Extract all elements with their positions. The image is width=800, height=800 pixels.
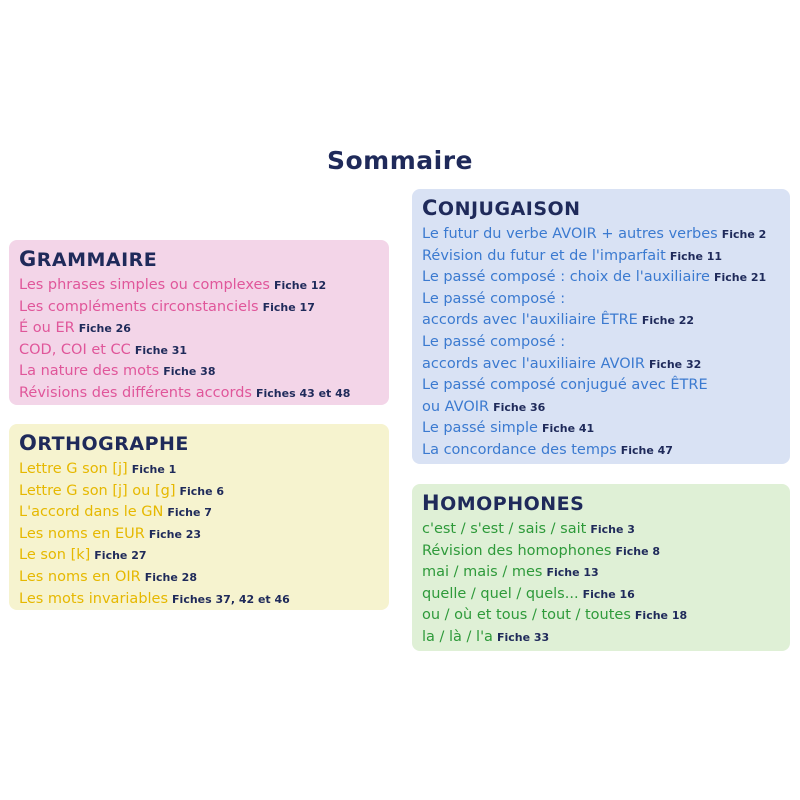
toc-entry [422,224,790,246]
section-heading [422,490,790,517]
entry-title: Lettre G son [j] ou [g] [19,482,176,499]
entry-title: Le futur du verbe AVOIR + autres verbes [422,226,718,242]
section-grammaire [9,240,389,405]
fiche-reference: Fiche 2 [721,228,767,241]
toc-entry [19,567,389,589]
toc-entry [19,383,389,405]
fiche-reference: Fiche 32 [649,357,702,371]
entry-title: Le passé composé : choix de l'auxiliaire [422,269,710,286]
toc-entry [422,519,790,541]
toc-entry [19,275,389,297]
entry-title: COD, COI et CC [19,341,131,358]
toc-entry [19,361,389,383]
toc-entry [422,627,790,649]
entry-title: Le passé composé conjugué avec ÊTRE [422,377,708,394]
section-heading [19,430,389,457]
fiche-reference: Fiche 1 [131,463,177,476]
fiche-reference: Fiches 43 et 48 [255,386,351,400]
fiche-reference: Fiche 47 [620,443,673,457]
page-title: Sommaire [326,146,473,175]
fiche-reference: Fiche 17 [262,300,315,314]
heading-rest: RAMMAIRE [36,249,158,271]
toc-entry [422,267,790,289]
entry-title: Révision du futur et de l'imparfait [422,247,666,264]
fiche-reference: Fiche 28 [144,570,197,584]
fiche-reference: Fiche 27 [94,549,147,563]
toc-entry [19,545,389,567]
toc-entry [422,397,790,419]
entry-title: Révisions des différents accords [19,384,252,401]
entry-title: É ou ER [19,320,75,337]
heading-initial: H [422,491,441,515]
toc-entry [422,605,790,627]
heading-initial: O [19,431,38,455]
entry-title: accords avec l'auxiliaire ÊTRE [422,312,638,329]
heading-rest: RTHOGRAPHE [37,433,189,455]
section-conjugaison [412,189,790,464]
entry-title: L'accord dans le GN [19,504,164,521]
entry-title: Révision des homophones [422,542,612,559]
toc-entry [422,418,790,440]
toc-entry [422,332,790,354]
toc-entry [422,440,790,462]
entry-title: mai / mais / mes [422,564,543,581]
toc-entry [422,310,790,332]
fiche-reference: Fiches 37, 42 et 46 [172,592,290,606]
fiche-reference: Fiche 18 [634,609,688,623]
entry-title: Les mots invariables [19,590,169,607]
entry-title: ou AVOIR [422,398,490,415]
toc-entry [19,297,389,319]
heading-initial: C [422,196,438,220]
fiche-reference: Fiche 21 [713,271,767,285]
fiche-reference: Fiche 8 [615,544,661,558]
entry-title: Les compléments circonstanciels [19,298,259,315]
fiche-reference: Fiche 11 [669,249,723,263]
fiche-reference: Fiche 12 [273,279,327,292]
fiche-reference: Fiche 7 [167,506,212,520]
fiche-reference: Fiche 31 [134,343,188,357]
fiche-reference: Fiche 23 [148,527,202,541]
toc-entry [19,459,389,481]
fiche-reference: Fiche 13 [546,566,599,580]
section-orthographe [9,424,389,610]
fiche-reference: Fiche 6 [179,484,225,498]
toc-entry [422,375,790,397]
toc-entry [422,246,790,268]
toc-entry [422,584,790,606]
fiche-reference: Fiche 22 [641,314,695,328]
fiche-reference: Fiche 26 [78,322,131,336]
toc-entry [19,502,389,524]
toc-entry [19,481,389,503]
toc-entry [422,541,790,563]
fiche-reference: Fiche 33 [496,630,550,644]
entry-title: ou / où et tous / tout / toutes [422,607,631,624]
entry-title: quelle / quel / quels... [422,585,579,602]
toc-entry [19,589,389,611]
entry-title: Le passé composé : [422,290,566,307]
entry-title: c'est / s'est / sais / sait [422,521,587,537]
fiche-reference: Fiche 16 [582,587,635,601]
entry-title: Le son [k] [19,547,91,564]
section-heading [422,195,790,222]
entry-title: Le passé simple [422,420,538,437]
entry-title: Les noms en EUR [19,525,145,542]
heading-rest: ONJUGAISON [437,198,581,220]
entry-title: Le passé composé : [422,333,566,350]
toc-entry [19,524,389,546]
entry-title: Lettre G son [j] [19,461,128,477]
toc-entry [19,318,389,340]
fiche-reference: Fiche 41 [541,422,595,436]
fiche-reference: Fiche 36 [493,400,546,414]
section-heading [19,246,389,273]
toc-entry [422,289,790,311]
fiche-reference: Fiche 3 [590,523,635,536]
entry-title: Les noms en OIR [19,568,141,585]
heading-initial: G [19,247,37,271]
fiche-reference: Fiche 38 [163,365,216,379]
entry-title: la / là / l'a [422,628,493,645]
entry-title: La concordance des temps [422,441,617,458]
toc-entry [422,354,790,376]
heading-rest: OMOPHONES [440,493,585,515]
section-homophones [412,484,790,651]
toc-entry [19,340,389,362]
entry-title: Les phrases simples ou complexes [19,277,270,293]
toc-entry [422,562,790,584]
entry-title: accords avec l'auxiliaire AVOIR [422,355,646,372]
entry-title: La nature des mots [19,363,160,380]
